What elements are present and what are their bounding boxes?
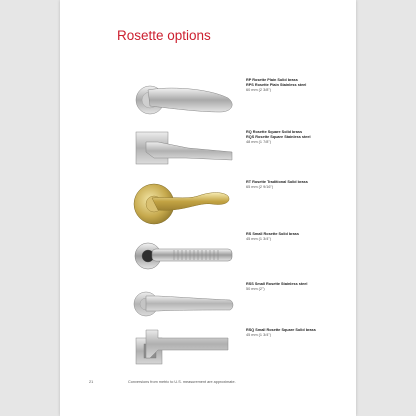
product-caption: RSS Small Rosette Stainless steel 50 mm (2")	[246, 282, 308, 292]
product-image-rosette-square	[128, 130, 238, 176]
product-image-rosette-small-stainless	[128, 282, 238, 328]
product-caption: RSQ Small Rosette Square Solid brass 45 mm (1 3/4")	[246, 328, 316, 338]
product-caption: RP Rosette Plain Solid brass RPS Rosette Plain Stainless steel 60 mm (2 3/8")	[246, 78, 307, 93]
page-number: 21	[89, 380, 94, 384]
product-caption: RT Rosette Traditional Solid brass 65 mm (2 9/16")	[246, 180, 308, 190]
product-image-rosette-traditional	[128, 180, 238, 226]
product-image-rosette-small-square	[128, 328, 238, 374]
page-title: Rosette options	[117, 28, 211, 43]
product-image-rosette-small	[128, 232, 238, 278]
catalog-page	[60, 0, 356, 416]
product-caption: RQ Rosette Square Solid brass RQS Rosette Square Stainless steel 48 mm (1 7/8")	[246, 130, 311, 145]
footnote: Conversions from metric to U.S. measurement are approximate.	[128, 380, 236, 384]
product-caption: RS Small Rosette Solid brass 45 mm (1 3/4")	[246, 232, 299, 242]
product-image-rosette-plain	[128, 78, 238, 124]
